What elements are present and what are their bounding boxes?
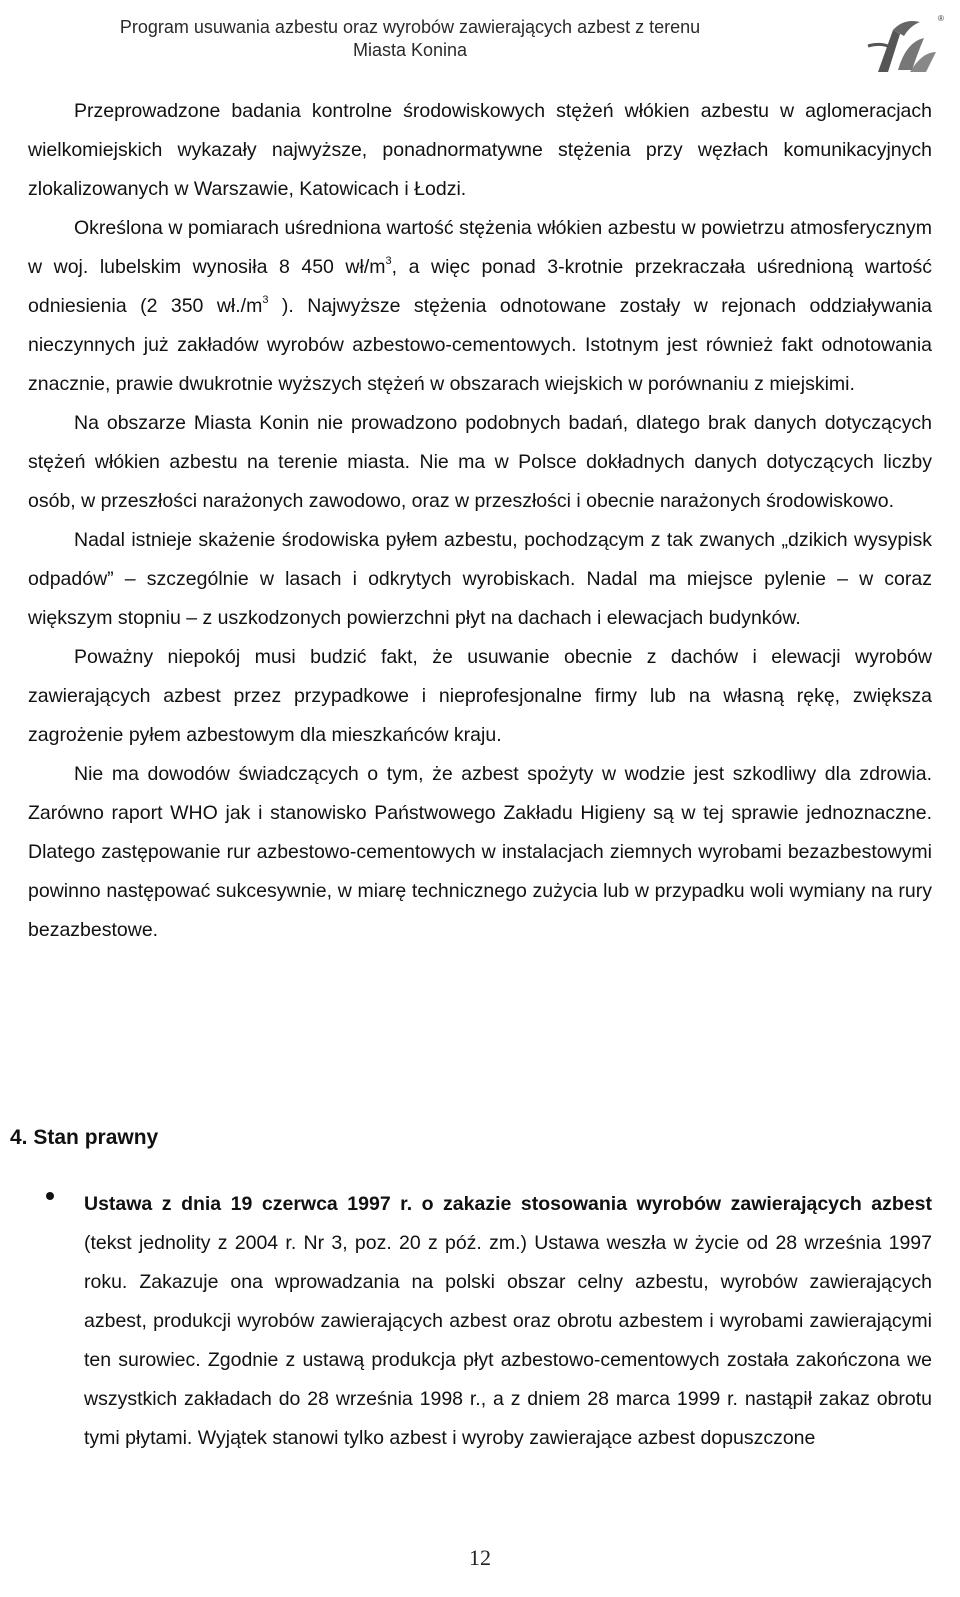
main-content [28,92,932,950]
paragraph-2: Na obszarze Miasta Konin nie prowadzono podobnych badań, dlatego brak danych dotyczących stężeń włókien azbestu na terenie miasta. Nie ma w Polsce dokładnych danych dotyczących liczby osób, w przeszłości narażonych zawodowo, oraz w przeszłości i obecnie narażonych środowiskowo. [28,412,932,512]
paragraph-3: Nadal istnieje skażenie środowiska pyłem azbestu, pochodzącym z tak zwanych „dzikich wysypisk odpadów” – szczególnie w lasach i odkrytych wyrobiskach. Nadal ma miejsce pylenie – w coraz większym stopniu – z uszkodzonych powierzchni płyt na dachach i elewacjach budynków. [28,529,932,629]
bullet-bold-1: Ustawa z dnia 19 czerwca 1997 r. [84,1193,413,1215]
page-header [0,10,960,70]
paragraph-1b-part3: ). Najwyższe stężenia odnotowane zostały w rejonach oddziaływania nieczynnych już zakładów wyrobów azbestowo-cementowych. Istotnym jest również fakt odnotowania znacznie, prawie dwukrotnie wyższych stężeń w obszarach wiejskich w porównaniu z miejskimi. [28,295,932,395]
paragraph-1b [28,209,932,404]
header-title-line1: Program usuwania azbestu oraz wyrobów zawierających azbest z terenu [119,17,701,37]
bullet-list [28,1185,932,1458]
abrys-logo-icon [838,12,948,78]
paragraph-1b-part2: , a więc ponad 3-krotnie przekraczała uśrednioną wartość odniesienia (2 350 wł./m [28,256,932,317]
paragraph-1a: Przeprowadzone badania kontrolne środowiskowych stężeń włókien azbestu w aglomeracjach wielkomiejskich wykazały najwyższe, ponadnormatywne stężenia przy węzłach komunikacyjnych zlokalizowanych w Warszawie, Katowicach i Łodzi. [28,100,932,200]
registered-mark: ® [938,14,944,23]
header-title-line2: Miasta Konina [352,40,468,60]
page-number: 12 [469,1545,491,1570]
bullet-dot-icon [46,1192,54,1200]
superscript-2: 3 [262,294,269,306]
bullet-bold-2: o zakazie stosowania wyrobów zawierających azbest [412,1193,932,1215]
bullet-rest: (tekst jednolity z 2004 r. Nr 3, poz. 20 z póź. zm.) Ustawa weszła w życie od 28 września 1997 roku. Zakazuje ona wprowadzania na polski obszar celny azbestu, wyrobów zawierających azbest, produkcji wyrobów zawierających azbest oraz obrotu azbestem i wyrobami zawierającymi ten surowiec. Zgodnie z ustawą produkcja płyt azbestowo-cementowych została zakończona we wszystkich zakładach do 28 września 1998 r., a z dniem 28 marca 1999 r. nastąpił zakaz obrotu tymi płytami. Wyjątek stanowi tylko azbest i wyroby zawierające azbest dopuszczone [84,1232,932,1449]
paragraph-4: Poważny niepokój musi budzić fakt, że usuwanie obecnie z dachów i elewacji wyrobów zawierających azbest przez przypadkowe i nieprofesjonalne firmy lub na własną rękę, zwiększa zagrożenie pyłem azbestowym dla mieszkańców kraju. [28,646,932,746]
paragraph-1b-part1: Określona w pomiarach uśredniona wartość stężenia włókien azbestu w powietrzu atmosferycznym w woj. lubelskim wynosiła 8 450 wł/m [28,217,932,278]
paragraph-5: Nie ma dowodów świadczących o tym, że azbest spożyty w wodzie jest szkodliwy dla zdrowia. Zarówno raport WHO jak i stanowisko Państwowego Zakładu Higieny są w tej sprawie jednoznaczne. Dlatego zastępowanie rur azbestowo-cementowych w instalacjach ziemnych wyrobami bezazbestowymi powinno następować sukcesywnie, w miarę technicznego zużycia lub w przypadku woli wymiany na rury bezazbestowe. [28,763,932,941]
superscript-1: 3 [385,255,392,267]
list-item [84,1185,932,1458]
header-title [60,16,760,62]
section-heading: 4. Stan prawny [10,1126,159,1149]
